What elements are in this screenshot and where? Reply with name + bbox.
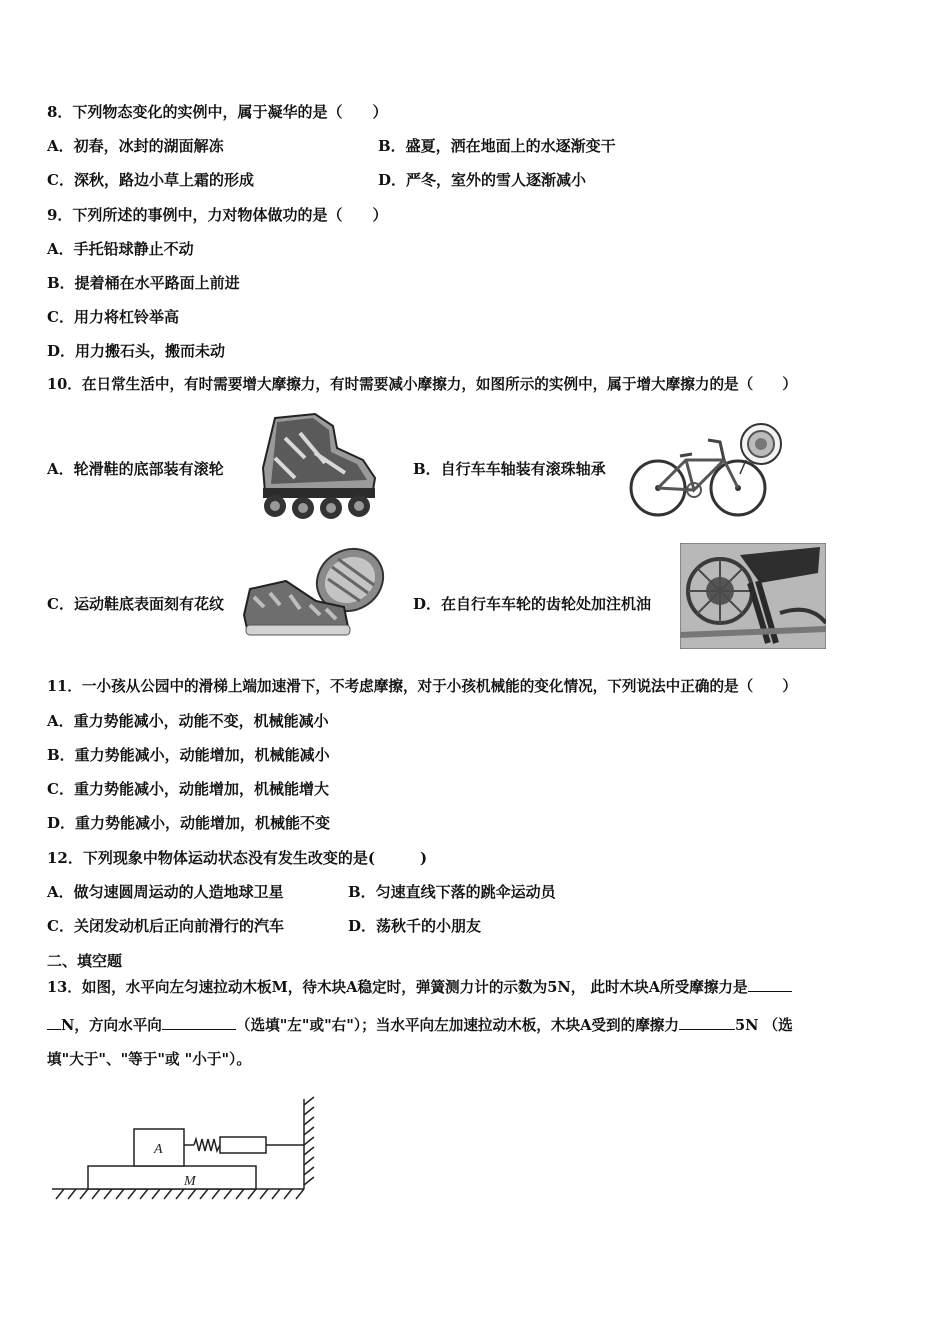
q13-text-2b: （选填"左"或"右"）；当水平向左加速拉动木板，木块A受到的摩擦力 [235,1017,679,1034]
q10-option-b: B．自行车车轴装有滚珠轴承 [413,460,606,478]
q9-option-b: B．提着桶在水平路面上前进 [47,274,240,292]
sneaker-image [240,545,390,642]
q13-diagram [50,1095,330,1210]
q13-line3: 填"大于"、"等于"或 "小于"）。 [47,1051,251,1068]
board-m-label: M [184,1174,196,1189]
q11-option-c: C．重力势能减小，动能增加，机械能增大 [47,780,329,798]
q10-option-a: A．轮滑鞋的底部装有滚轮 [47,460,224,478]
q9-stem: 9．下列所述的事例中，力对物体做功的是（ ） [47,206,388,224]
q8-option-a: A．初春，冰封的湖面解冻 [47,137,224,155]
bicycle-gear-image [680,543,826,649]
q12-option-b: B．匀速直线下落的跳伞运动员 [348,883,556,901]
q9-option-a: A．手托铅球静止不动 [47,240,194,258]
q13-line1 [47,976,792,998]
q13-line2 [47,1014,793,1036]
q8-stem: 8．下列物态变化的实例中，属于凝华的是（ ） [47,103,388,121]
bicycle-image [628,420,788,520]
q9-option-c: C．用力将杠铃举高 [47,308,179,326]
q10-option-d: D．在自行车车轮的齿轮处加注机油 [413,595,652,613]
q13-text-1: 13．如图，水平向左匀速拉动木板M，待木块A稳定时，弹簧测力计的示数为5N， 此时木块A所受摩擦力是 [47,979,748,996]
q11-option-d: D．重力势能减小，动能增加，机械能不变 [47,814,331,832]
section-fill-in-title: 二、填空题 [47,952,123,970]
block-a-label: A [154,1142,163,1157]
q10-stem: 10．在日常生活中，有时需要增大摩擦力，有时需要减小摩擦力，如图所示的实例中，属于增大摩擦力的是（ ） [47,376,798,393]
q11-stem: 11．一小孩从公园中的滑梯上端加速滑下，不考虑摩擦，对于小孩机械能的变化情况，下列说法中正确的是（ ） [47,678,798,695]
q12-stem: 12．下列现象中物体运动状态没有发生改变的是( ) [47,849,428,867]
q8-option-b: B．盛夏，洒在地面上的水逐渐变干 [378,137,616,155]
q8-option-c: C．深秋，路边小草上霜的形成 [47,171,254,189]
q9-option-d: D．用力搬石头，搬而未动 [47,342,226,360]
q13-blank-2[interactable] [162,1014,236,1030]
q10-option-c: C．运动鞋底表面刻有花纹 [47,595,224,613]
inline-skate-image [245,408,385,520]
q11-option-a: A．重力势能减小，动能不变，机械能减小 [47,712,329,730]
q8-option-d: D．严冬，室外的雪人逐渐减小 [378,171,587,189]
q13-blank-1b[interactable] [47,1014,61,1030]
q13-text-2c: 5N （选 [734,1017,793,1034]
q13-text-2a: N，方向水平向 [61,1017,162,1034]
q12-option-d: D．荡秋千的小朋友 [348,917,482,935]
q12-option-c: C．关闭发动机后正向前滑行的汽车 [47,917,284,935]
q13-blank-1a[interactable] [748,976,792,992]
q12-option-a: A．做匀速圆周运动的人造地球卫星 [47,883,284,901]
q13-blank-3[interactable] [679,1014,735,1030]
q11-option-b: B．重力势能减小，动能增加，机械能减小 [47,746,330,764]
